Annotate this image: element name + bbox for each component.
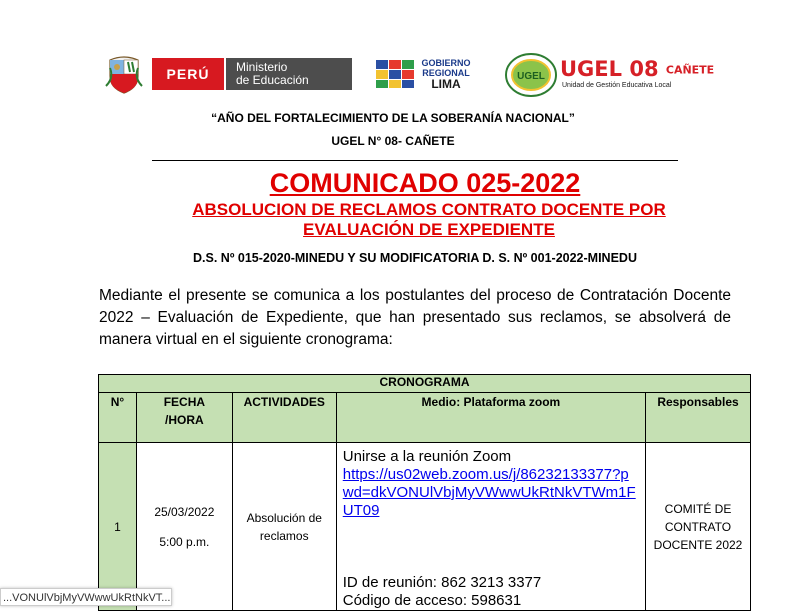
ugel-seal-icon <box>505 53 557 97</box>
row-time: 5:00 p.m. <box>159 534 210 549</box>
ministerio-educacion-logo <box>226 58 352 90</box>
header-fecha-line1: FECHA <box>163 395 206 409</box>
subtitle-line2: EVALUACIÓN DE EXPEDIENTE <box>303 220 555 239</box>
ugel-subtitle: Unidad de Gestión Educativa Local <box>562 82 672 89</box>
zoom-passcode: Código de acceso: 598631 <box>342 592 522 609</box>
resp-line3: DOCENTE 2022 <box>653 537 743 552</box>
link-url-tooltip: ...VONUlVbjMyVWwwUkRtNkVT... <box>0 588 172 606</box>
header-fecha <box>136 393 232 443</box>
resp-line2: CONTRATO <box>664 519 732 534</box>
zoom-meeting-link[interactable]: https://us02web.zoom.us/j/86232133377?pwd=dkVONUlVbjMyVWwwUkRtNkVTWm1FUT09 <box>342 466 636 519</box>
title-divider <box>152 160 678 161</box>
decree-reference: D.S. Nº 015-2020-MINEDU Y SU MODIFICATORIA D. S. Nº 001-2022-MINEDU <box>193 251 637 265</box>
zoom-join-text: Unirse a la reunión Zoom <box>342 448 512 465</box>
header-responsables: Responsables <box>646 393 751 443</box>
gobierno-regional-lima-logo <box>416 58 476 90</box>
peru-coat-of-arms-icon <box>104 56 144 94</box>
ministerio-line1: Ministerio <box>236 60 288 74</box>
comunicado-title: COMUNICADO 025-2022 <box>269 168 581 198</box>
activity-line2: reclamos <box>259 528 309 543</box>
row-fecha <box>136 443 232 611</box>
activity-line1: Absolución de <box>246 510 322 525</box>
gobierno-line1: GOBIERNO <box>421 58 471 68</box>
gobierno-line3: LIMA <box>431 77 461 91</box>
ugel-seal-text: UGEL <box>517 71 545 82</box>
ugel-title-place: CAÑETE <box>665 63 715 77</box>
header-logos <box>0 50 786 100</box>
header-actividades: ACTIVIDADES <box>232 393 336 443</box>
ugel-08-logo-title <box>560 57 740 81</box>
comunicado-subtitle <box>36 200 786 240</box>
cronograma-table <box>98 374 751 611</box>
header-medio: Medio: Plataforma zoom <box>336 393 645 443</box>
row-medio <box>336 443 645 611</box>
table-title: CRONOGRAMA <box>99 375 751 393</box>
row-activity <box>232 443 336 611</box>
zoom-meeting-id: ID de reunión: 862 3213 3377 <box>342 574 542 591</box>
ministerio-line2: de Educación <box>236 73 309 87</box>
header-num: N° <box>99 393 137 443</box>
peru-logo-label: PERÚ <box>152 58 224 90</box>
body-paragraph: Mediante el presente se comunica a los postulantes del proceso de Contratación Docente 2022 – Evaluación de Expediente, que han presentado sus reclamos, se absolverá de manera virtual en el siguiente cronograma: <box>99 287 731 348</box>
row-num: 1 <box>99 443 137 611</box>
ugel-name: UGEL N° 08- CAÑETE <box>331 134 455 148</box>
header-fecha-line2: /HORA <box>165 413 204 427</box>
gobierno-regional-flag-icon <box>376 60 414 88</box>
resp-line1: COMITÉ DE <box>664 501 732 516</box>
subtitle-line1: ABSOLUCION DE RECLAMOS CONTRATO DOCENTE POR <box>192 200 666 219</box>
year-motto: “AÑO DEL FORTALECIMIENTO DE LA SOBERANÍA NACIONAL” <box>211 111 575 125</box>
table-row <box>99 443 751 611</box>
row-date: 25/03/2022 <box>154 504 215 519</box>
gobierno-line2: REGIONAL <box>422 68 470 78</box>
row-responsables <box>646 443 751 611</box>
ugel-title-text: UGEL 08 <box>560 57 659 81</box>
